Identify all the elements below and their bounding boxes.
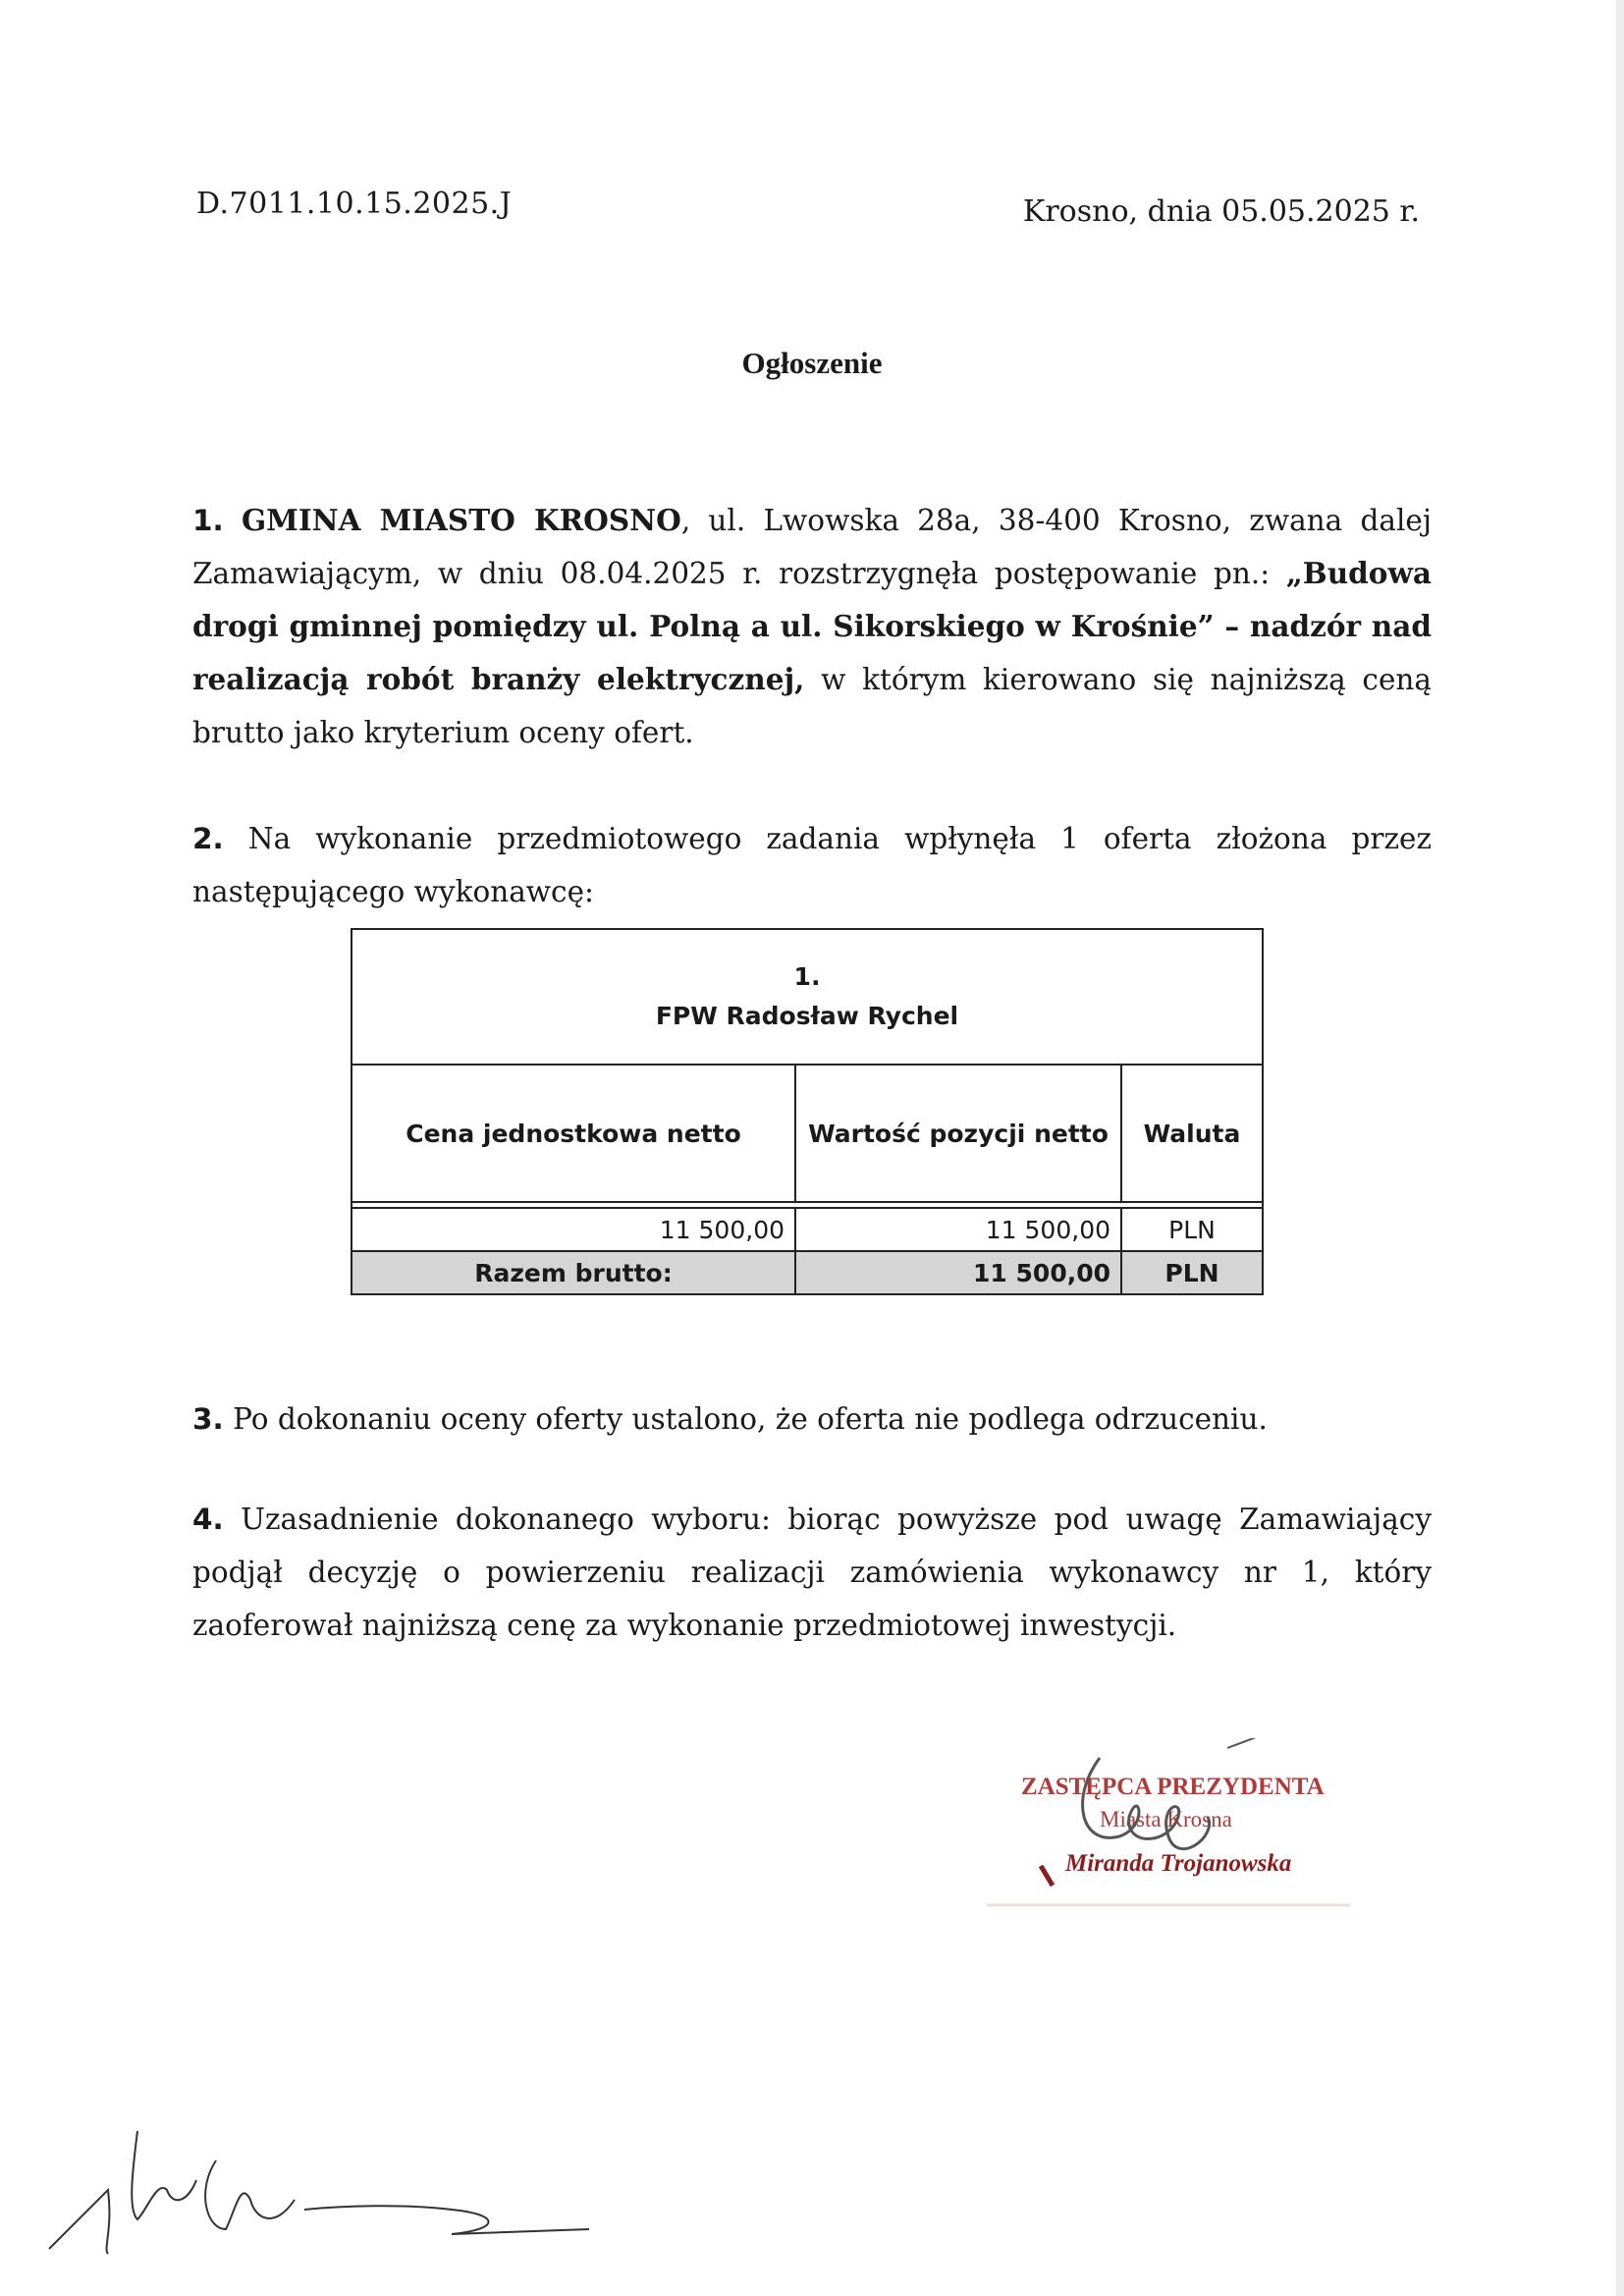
section-1-number: 1. <box>192 504 224 537</box>
handwritten-signature <box>982 1738 1375 1915</box>
unit-price-value: 11 500,00 <box>352 1208 795 1251</box>
section-2 <box>192 812 1432 918</box>
section-2-number: 2. <box>192 822 224 855</box>
section-1 <box>192 494 1432 759</box>
section-4-text: Uzasadnienie dokonanego wyboru: biorąc powyższe pod uwagę Zamawiający podjął decyzję o powierzeniu realizacji zamówienia wykonawcy nr 1, który zaoferował najniższą cenę za wykonanie przedmiotowej inwestycji. <box>192 1503 1432 1642</box>
section-3 <box>192 1393 1432 1446</box>
section-4 <box>192 1493 1432 1652</box>
column-header-unit-price: Cena jednostkowa netto <box>352 1065 795 1202</box>
reference-number: D.7011.10.15.2025.J <box>196 187 513 221</box>
offer-header-cell <box>352 929 1263 1065</box>
initials-signature <box>39 2111 628 2259</box>
section-3-text: Po dokonaniu oceny oferty ustalono, że oferta nie podlega odrzuceniu. <box>233 1402 1268 1436</box>
total-row <box>352 1251 1263 1294</box>
section-1-text-a: , ul. Lwowska 28a, 38-400 Krosno, zwana dalej Zamawiającym, w dniu 08.04.2025 r. rozstrzygnęła postępowanie pn.: <box>192 504 1432 590</box>
scan-edge <box>1616 0 1624 2296</box>
contractor-name: FPW Radosław Rychel <box>655 1002 959 1030</box>
section-2-text: Na wykonanie przedmiotowego zadania wpłynęła 1 oferta złożona przez następującego wykonawcę: <box>192 822 1432 908</box>
offer-table <box>351 928 1264 1295</box>
document-title: Ogłoszenie <box>741 346 883 380</box>
total-label: Razem brutto: <box>352 1251 795 1294</box>
stamp-name: Miranda Trojanowska <box>1065 1850 1292 1877</box>
column-header-item-value: Wartość pozycji netto <box>795 1065 1121 1202</box>
procurement-name: „Budowa drogi gminnej pomiędzy ul. Polną a ul. Sikorskiego w Krośnie” – nadzór nad realizacją robót branży elektrycznej, <box>192 556 1432 696</box>
column-header-currency: Waluta <box>1121 1065 1263 1202</box>
contracting-authority: GMINA MIASTO KROSNO <box>241 503 681 537</box>
currency-value: PLN <box>1121 1208 1263 1251</box>
total-currency: PLN <box>1121 1251 1263 1294</box>
section-1-text-b: w którym kierowano się najniższą ceną brutto jako kryterium oceny ofert. <box>192 663 1432 749</box>
offer-number: 1. <box>793 962 821 991</box>
section-3-number: 3. <box>192 1402 224 1436</box>
table-row <box>352 1208 1263 1251</box>
stamp-subtitle: Miasta Krosna <box>1100 1807 1232 1831</box>
item-value: 11 500,00 <box>795 1208 1121 1251</box>
place-and-date: Krosno, dnia 05.05.2025 r. <box>1022 194 1420 229</box>
official-stamp <box>982 1738 1375 1915</box>
section-4-number: 4. <box>192 1503 224 1536</box>
total-value: 11 500,00 <box>795 1251 1121 1294</box>
stamp-title: ZASTĘPCA PREZYDENTA <box>1021 1774 1325 1800</box>
